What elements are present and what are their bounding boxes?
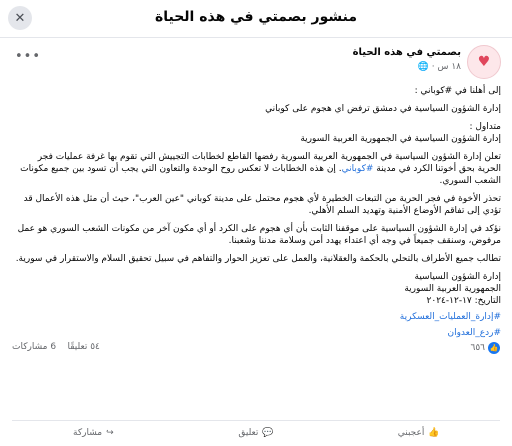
- hashtag-military-ops[interactable]: #إدارة_العمليات_العسكرية: [399, 312, 501, 322]
- close-icon[interactable]: ✕: [8, 6, 32, 30]
- author-name[interactable]: بصمتي في هذه الحياة: [352, 47, 461, 58]
- post-stats: [12, 341, 500, 357]
- post-paragraph-1: [12, 151, 501, 187]
- comment-count[interactable]: ٥٤ تعليقًا: [67, 342, 100, 352]
- globe-icon: · 🌐: [417, 62, 435, 72]
- post-source-line: إدارة الشؤون السياسية في الجمهورية العربية السورية: [300, 134, 501, 144]
- share-label: مشاركة: [73, 428, 103, 438]
- thumbs-up-icon: 👍: [428, 428, 440, 438]
- like-reaction-icon: 👍: [489, 344, 499, 352]
- post-dialog-header: [0, 0, 512, 38]
- post-headline: إدارة الشؤون السياسية في دمشق ترفض اي هجوم على كوباني: [265, 104, 501, 114]
- post-circulated-label: متداول :: [469, 122, 501, 132]
- avatar[interactable]: ♥: [467, 45, 501, 79]
- post-meta: [418, 62, 461, 72]
- post-paragraph-3: نؤكد في إدارة الشؤون السياسية على موقفنا الثابت بأن أي هجوم على الكرد أو أي مكون آخر من مكونات الشعب السوري هو عمل مرفوض، وسنقف جميعاً في وجه أي اعتداء يهدد أمن وسلامة مدننا وشعبنا.: [17, 224, 501, 246]
- comment-button[interactable]: [175, 421, 338, 445]
- share-icon: ↪: [106, 428, 114, 438]
- comment-icon: 💬: [262, 428, 274, 438]
- comment-label: تعليق: [238, 428, 259, 438]
- action-bar: [12, 420, 500, 445]
- author-row: [12, 45, 501, 85]
- share-count[interactable]: 6 مشاركات: [12, 342, 57, 352]
- share-button[interactable]: [12, 421, 175, 445]
- post-body: [12, 85, 501, 339]
- post-paragraph-4: تطالب جميع الأطراف بالتحلي بالحكمة والعقلانية، والعمل على تعزيز الحوار والتفاهم في سبيل تحقيق السلام والاستقرار في سورية.: [15, 254, 501, 264]
- signature-1: إدارة الشؤون السياسية: [414, 272, 501, 282]
- hashtag-deterrence[interactable]: #ردع_العدوان: [447, 328, 501, 338]
- dialog-title: منشور بصمتي في هذه الحياة: [154, 9, 358, 25]
- post-intro: إلى أهلنا في #كوباني :: [414, 86, 501, 96]
- post: [0, 45, 512, 339]
- para1-text-b: . إن هذه الخطابات لا تعكس روح الوحدة والتعاون التي يجب أن تسود بين جميع مكونات الشعب السوري.: [20, 164, 501, 186]
- post-date: التاريخ: ١٧-١٢-٢٠٢٤: [426, 296, 501, 306]
- reactions-summary[interactable]: [470, 342, 500, 354]
- comments-shares: [12, 342, 100, 352]
- para1-text-a: تعلن إدارة الشؤون السياسية في الجمهورية العربية السورية رفضها القاطع لخطابات التجييش التي تقوم بها غرفة عمليات فجر الحرية بحق أخوتنا الكرد في مدينة: [37, 152, 501, 174]
- more-icon[interactable]: •••: [15, 49, 42, 64]
- like-button[interactable]: [337, 421, 500, 445]
- post-time[interactable]: ١٨ س: [437, 62, 461, 72]
- like-label: أعجبني: [397, 428, 425, 438]
- reaction-count: ٦٥٦: [470, 343, 485, 353]
- signature-2: الجمهورية العربية السورية: [404, 284, 501, 294]
- hashtag-kobani[interactable]: #كوباني: [341, 164, 374, 174]
- post-paragraph-2: تحذر الأخوة في فجر الحرية من التبعات الخطيرة لأي هجوم محتمل على مدينة كوباني "عين العرب"، حيث أن مثل هذه الأعمال قد تؤدي إلى تفاقم الأوضاع الأمنية وتهديد السلم الأهلي.: [23, 194, 501, 216]
